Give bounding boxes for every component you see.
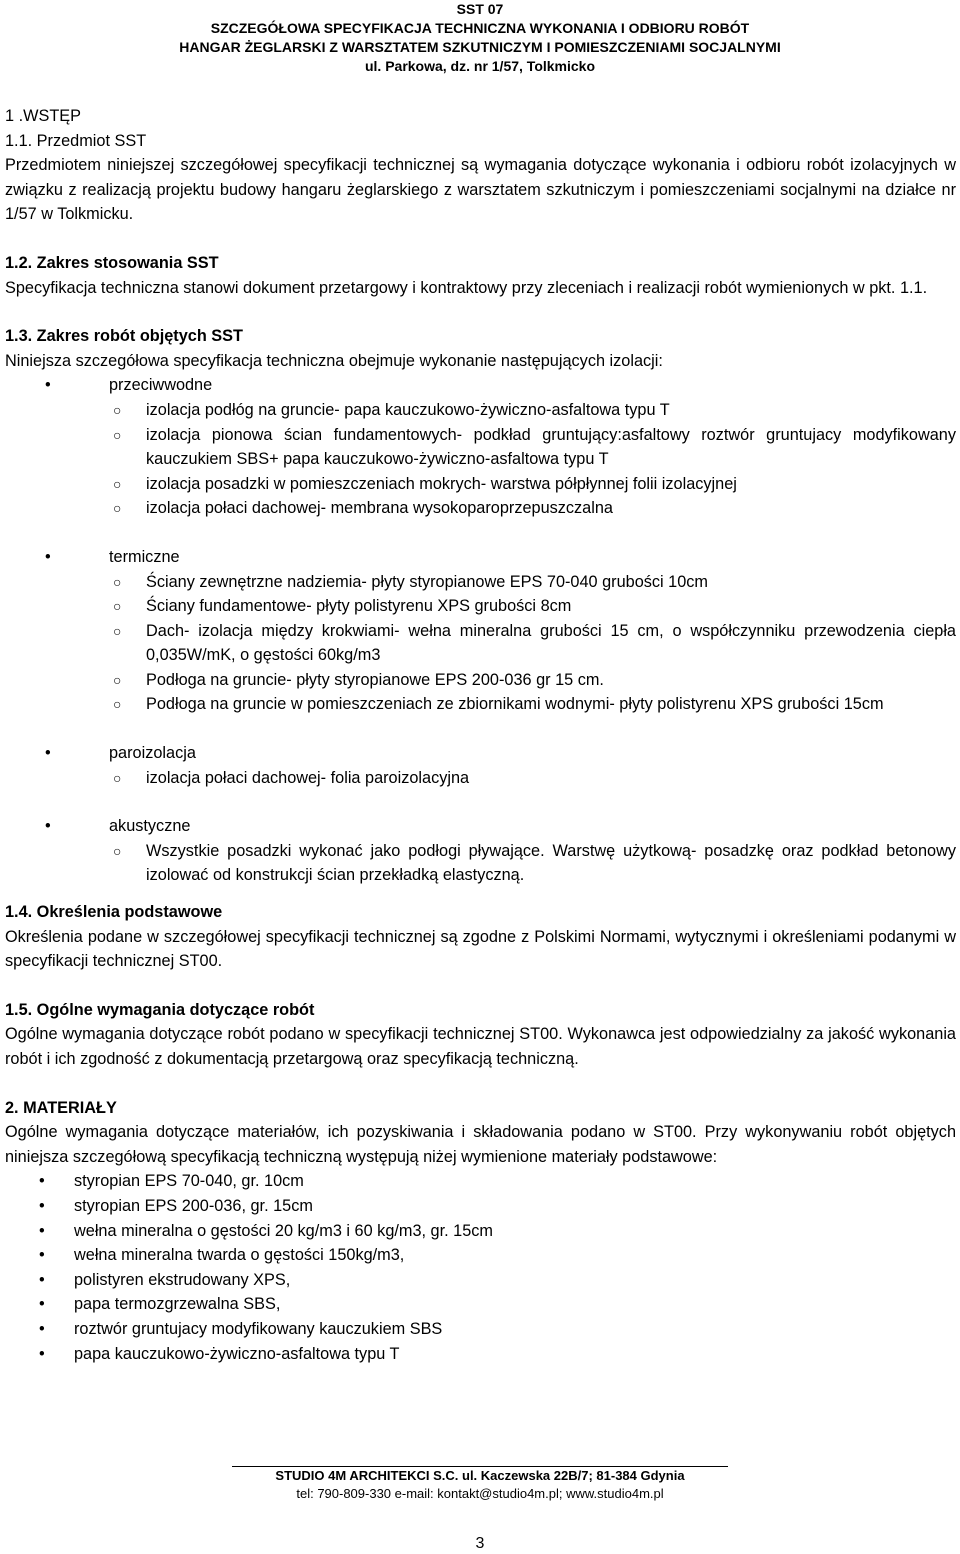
list-item bbox=[5, 570, 956, 595]
insulation-categories bbox=[5, 373, 956, 888]
list-item-text: wełna mineralna twarda o gęstości 150kg/m3, bbox=[74, 1246, 405, 1265]
section-1-1-text: Przedmiotem niniejszej szczegółowej specyfikacji technicznej są wymagania dotyczące wykonania i odbioru robót izolacyjnych w związku z realizacją projektu budowy hangaru żeglarskiego z warsztatem szkutniczym i pomieszczeniami socjalnymi na działce nr 1/57 w Tolkmicku. bbox=[5, 156, 956, 224]
page-number: 3 bbox=[475, 1535, 485, 1552]
list-item bbox=[5, 1169, 956, 1194]
bullet-icon: • bbox=[39, 1246, 45, 1265]
circle-bullet-icon: ○ bbox=[113, 622, 122, 639]
list-item-text: Podłoga na gruncie w pomieszczeniach ze zbiornikami wodnymi- płyty polistyrenu XPS grubości 15cm bbox=[146, 695, 884, 714]
circle-bullet-icon: ○ bbox=[113, 475, 122, 492]
section-1-2-heading: 1.2. Zakres stosowania SST bbox=[5, 253, 219, 272]
circle-bullet-icon: ○ bbox=[113, 769, 122, 786]
bullet-icon: • bbox=[39, 1270, 45, 1289]
section-1-1-heading: 1.1. Przedmiot SST bbox=[5, 131, 147, 150]
list-item-text: Ściany fundamentowe- płyty polistyrenu XPS grubości 8cm bbox=[146, 597, 572, 616]
section-1-3-intro: Niniejsza szczegółowa specyfikacja techniczna obejmuje wykonanie następujących izolacji: bbox=[5, 351, 663, 370]
list-item-text: izolacja połaci dachowej- folia paroizolacyjna bbox=[146, 768, 470, 787]
project-address: ul. Parkowa, dz. nr 1/57, Tolkmicko bbox=[364, 58, 596, 74]
project-name: HANGAR ŻEGLARSKI Z WARSZTATEM SZKUTNICZYM I POMIESZCZENIAMI SOCJALNYMI bbox=[179, 39, 781, 55]
footer-company: STUDIO 4M ARCHITEKCI S.C. ul. Kaczewska 22B/7; 81-384 Gdynia bbox=[275, 1468, 685, 1483]
circle-bullet-icon: ○ bbox=[113, 401, 122, 418]
section-2-text: Ogólne wymagania dotyczące materiałów, ich pozyskiwania i składowania podano w ST00. Przy wykonywaniu robót objętych niniejsza szczegółową specyfikacją techniczną występują niżej wymienione materiały podstawowe: bbox=[5, 1123, 956, 1166]
section-1-4-text: Określenia podane w szczegółowej specyfikacji technicznej są zgodne z Polskimi Normami, wytycznymi i określeniami podanymi w specyfikacji technicznej ST00. bbox=[5, 927, 956, 971]
document-body bbox=[5, 104, 956, 1366]
list-item-text: izolacja połaci dachowej- membrana wysokoparoprzepuszczalna bbox=[146, 499, 613, 518]
category-subitems bbox=[109, 570, 956, 718]
circle-bullet-icon: ○ bbox=[113, 573, 122, 590]
category-name: termiczne bbox=[109, 547, 180, 566]
circle-bullet-icon: ○ bbox=[113, 842, 122, 859]
bullet-icon: • bbox=[39, 1319, 45, 1338]
category-name: paroizolacja bbox=[109, 744, 196, 763]
bullet-icon: • bbox=[39, 1221, 45, 1240]
section-1-3-heading: 1.3. Zakres robót objętych SST bbox=[5, 327, 243, 346]
bullet-icon: • bbox=[45, 817, 51, 836]
list-item bbox=[5, 472, 956, 497]
section-1-5-text: Ogólne wymagania dotyczące robót podano w specyfikacji technicznej ST00. Wykonawca jest odpowiedzialny za jakość wykonania robót i ich zgodność z dokumentacją przetargową oraz specyfikacją techniczną. bbox=[5, 1025, 956, 1068]
list-item-text: Podłoga na gruncie- płyty styropianowe EPS 200-036 gr 15 cm. bbox=[146, 670, 604, 689]
section-1-4-heading: 1.4. Określenia podstawowe bbox=[5, 903, 223, 922]
list-item bbox=[5, 594, 956, 619]
list-item bbox=[5, 398, 956, 423]
category-item bbox=[5, 741, 956, 790]
list-item bbox=[5, 692, 956, 717]
category-item bbox=[5, 545, 956, 717]
list-item bbox=[5, 668, 956, 693]
list-item-text: izolacja pionowa ścian fundamentowych- podkład gruntujący:asfaltowy roztwór gruntujacy modyfikowany kauczukiem SBS+ papa kauczukowo-żywiczno-asfaltowa typu T bbox=[146, 425, 956, 469]
bullet-icon: • bbox=[45, 547, 51, 566]
list-item-text: styropian EPS 200-036, gr. 15cm bbox=[74, 1196, 313, 1215]
section-1-2-text: Specyfikacja techniczna stanowi dokument przetargowy i kontraktowy przy zleceniach i realizacji robót wymienionych w pkt. 1.1. bbox=[5, 278, 928, 297]
circle-bullet-icon: ○ bbox=[113, 598, 122, 615]
category-name: przeciwwodne bbox=[109, 376, 213, 395]
list-item-text: styropian EPS 70-040, gr. 10cm bbox=[74, 1172, 304, 1191]
circle-bullet-icon: ○ bbox=[113, 671, 122, 688]
circle-bullet-icon: ○ bbox=[113, 426, 122, 443]
bullet-icon: • bbox=[39, 1196, 45, 1215]
materials-list bbox=[5, 1169, 956, 1366]
footer-contact: tel: 790-809-330 e-mail: kontakt@studio4m.pl; www.studio4m.pl bbox=[296, 1486, 664, 1501]
list-item bbox=[5, 423, 956, 472]
list-item bbox=[5, 1342, 956, 1367]
list-item-text: izolacja posadzki w pomieszczeniach mokrych- warstwa półpłynnej folii izolacyjnej bbox=[146, 474, 737, 493]
category-name: akustyczne bbox=[109, 817, 191, 836]
document-header bbox=[0, 0, 960, 76]
section-1-heading: 1 .WSTĘP bbox=[5, 107, 81, 125]
category-subitems bbox=[109, 398, 956, 521]
spec-title: SZCZEGÓŁOWA SPECYFIKACJA TECHNICZNA WYKONANIA I ODBIORU ROBÓT bbox=[210, 20, 750, 36]
bullet-icon: • bbox=[39, 1172, 45, 1191]
list-item bbox=[5, 1194, 956, 1219]
list-item bbox=[5, 1292, 956, 1317]
list-item bbox=[5, 839, 956, 888]
bullet-icon: • bbox=[39, 1295, 45, 1314]
bullet-icon: • bbox=[45, 376, 51, 395]
category-subitems bbox=[109, 839, 956, 888]
list-item bbox=[5, 766, 956, 791]
list-item bbox=[5, 1317, 956, 1342]
list-item-text: papa kauczukowo-żywiczno-asfaltowa typu T bbox=[74, 1344, 400, 1363]
bullet-icon: • bbox=[45, 744, 51, 763]
list-item bbox=[5, 1268, 956, 1293]
category-subitems bbox=[109, 766, 956, 791]
circle-bullet-icon: ○ bbox=[113, 696, 122, 713]
list-item-text: roztwór gruntujacy modyfikowany kauczukiem SBS bbox=[74, 1319, 443, 1338]
bullet-icon: • bbox=[39, 1344, 45, 1363]
section-2-heading: 2. MATERIAŁY bbox=[5, 1098, 117, 1117]
list-item bbox=[5, 1219, 956, 1244]
list-item-text: wełna mineralna o gęstości 20 kg/m3 i 60 kg/m3, gr. 15cm bbox=[74, 1221, 493, 1240]
category-item bbox=[5, 373, 956, 521]
list-item-text: Dach- izolacja między krokwiami- wełna mineralna grubości 15 cm, o współczynniku przewodzenia ciepła 0,035W/mK, o gęstości 60kg/m3 bbox=[146, 621, 956, 665]
circle-bullet-icon: ○ bbox=[113, 500, 122, 517]
section-1-5-heading: 1.5. Ogólne wymagania dotyczące robót bbox=[5, 1000, 315, 1019]
list-item-text: izolacja podłóg na gruncie- papa kauczukowo-żywiczno-asfaltowa typu T bbox=[146, 400, 670, 419]
list-item bbox=[5, 496, 956, 521]
list-item-text: polistyren ekstrudowany XPS, bbox=[74, 1270, 291, 1289]
list-item-text: papa termozgrzewalna SBS, bbox=[74, 1295, 281, 1314]
spec-code: SST 07 bbox=[456, 1, 504, 17]
list-item bbox=[5, 1243, 956, 1268]
list-item-text: Wszystkie posadzki wykonać jako podłogi pływające. Warstwę użytkową- posadzkę oraz podkład betonowy izolować od konstrukcji ścian przekładką elastyczną. bbox=[146, 841, 956, 885]
category-item bbox=[5, 814, 956, 888]
list-item bbox=[5, 619, 956, 668]
document-footer bbox=[0, 1467, 960, 1503]
list-item-text: Ściany zewnętrzne nadziemia- płyty styropianowe EPS 70-040 grubości 10cm bbox=[146, 572, 708, 591]
